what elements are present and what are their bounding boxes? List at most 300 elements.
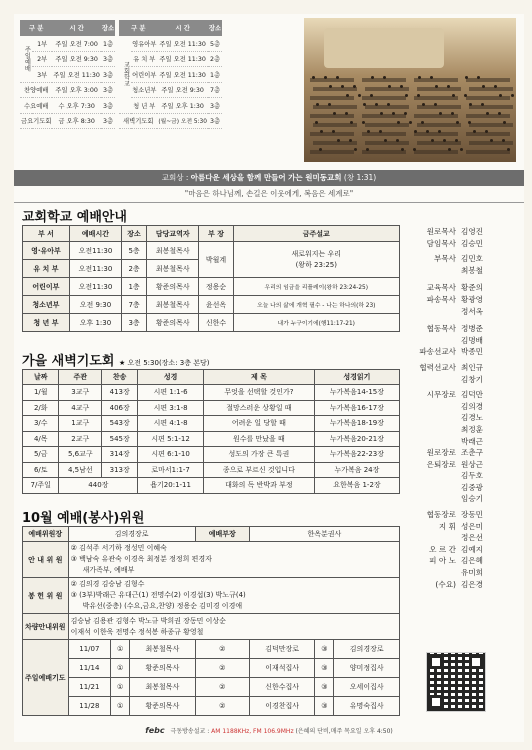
schedule-group: 주일예배 bbox=[20, 36, 32, 83]
qr-code[interactable] bbox=[426, 652, 486, 712]
chair-label: 예배위원장 bbox=[23, 527, 69, 542]
schedule-place: 5층 bbox=[208, 36, 222, 52]
dawn-date: 7/주일 bbox=[23, 478, 59, 494]
staff-role: 교육목사 bbox=[426, 283, 456, 293]
staff-name: 장동민 bbox=[461, 510, 484, 520]
committee-table bbox=[22, 526, 400, 716]
dawn-lead: 440장 bbox=[59, 478, 138, 494]
schedule-time: 주일 오전 9:30 bbox=[157, 82, 207, 98]
staff-row bbox=[411, 374, 521, 386]
staff-name: 박종민 bbox=[461, 347, 484, 357]
staff-row bbox=[411, 253, 521, 265]
staff-role bbox=[411, 412, 461, 424]
prayer-person: 최봉철목사 bbox=[130, 640, 196, 659]
staff-name: 성은미 bbox=[461, 521, 484, 531]
staff-row bbox=[411, 401, 521, 413]
head-label: 예배부장 bbox=[195, 527, 249, 542]
dawn-date: 2/화 bbox=[23, 400, 59, 416]
cs-place: 1층 bbox=[122, 278, 147, 296]
staff-name: 최인규 bbox=[461, 362, 484, 372]
cs-sermon: 우리의 임금을 리플레이(왕하 23:24-25) bbox=[233, 278, 399, 296]
dawn-hymn: 543장 bbox=[102, 416, 138, 432]
staff-row bbox=[411, 389, 521, 401]
staff-row bbox=[411, 459, 521, 471]
dawn-hymn: 313장 bbox=[102, 462, 138, 478]
dawn-lead: 5,6교구 bbox=[59, 447, 102, 463]
schedule-time: (월~금) 오전 5:30 bbox=[157, 113, 207, 129]
cs-time: 오전11:30 bbox=[69, 260, 121, 278]
dawn-header: 성경읽기 bbox=[314, 370, 399, 385]
dawn-reading: 누가복음20-21장 bbox=[314, 431, 399, 447]
bulletin-page bbox=[14, 14, 524, 742]
spacer bbox=[115, 51, 119, 67]
staff-row bbox=[411, 362, 521, 374]
dawn-bible: 시편 3:1-8 bbox=[138, 400, 204, 416]
dawn-row bbox=[23, 431, 400, 447]
dawn-reading: 누가복음 24장 bbox=[314, 462, 399, 478]
cs-pastor: 최봉철목사 bbox=[147, 296, 199, 314]
cs-row bbox=[23, 296, 400, 314]
staff-role: 파송목사 bbox=[426, 294, 456, 304]
cs-sermon: 내가 누구이기에(행11:17-21) bbox=[233, 314, 399, 332]
staff-name: 김두호 bbox=[461, 471, 484, 481]
spacer bbox=[115, 98, 119, 114]
staff-row bbox=[411, 532, 521, 544]
motto-quote: "마음은 하나님께, 손길은 이웃에게, 복음은 세계로" bbox=[184, 189, 354, 198]
motto-text: 아름다운 세상을 함께 만들어 가는 원미동교회 bbox=[190, 173, 342, 182]
dawn-header: 제 목 bbox=[203, 370, 314, 385]
dawn-reading: 누가복음16-17장 bbox=[314, 400, 399, 416]
prayer-num: ② bbox=[195, 640, 249, 659]
schedule-group: 교회학교 bbox=[119, 36, 131, 114]
footer-frequency: AM 1188KHz, FM 106.9MHz bbox=[211, 728, 294, 735]
staff-role bbox=[411, 493, 461, 505]
staff-role: 피 아 노 bbox=[429, 556, 456, 566]
schedule-place: 1층 bbox=[101, 36, 115, 52]
schedule-group: 수요예배 bbox=[20, 98, 52, 114]
cs-pastor: 황준의목사 bbox=[147, 314, 199, 332]
chair-name: 김의경장로 bbox=[68, 527, 195, 542]
staff-row bbox=[411, 555, 521, 567]
dawn-hymn: 545장 bbox=[102, 431, 138, 447]
staff-row bbox=[411, 424, 521, 436]
staff-name: 김민호 bbox=[461, 254, 484, 264]
cs-pastor: 최봉철목사 bbox=[147, 242, 199, 260]
staff-name: 김은혜 bbox=[461, 556, 484, 566]
prayer-date: 11/07 bbox=[68, 640, 111, 659]
staff-row bbox=[411, 567, 521, 579]
dawn-hymn: 314장 bbox=[102, 447, 138, 463]
staff-role: 담임목사 bbox=[426, 238, 456, 248]
footer-label: 극동방송설교 : bbox=[170, 728, 210, 735]
schedule-name: 새벽기도회 bbox=[119, 113, 157, 129]
col-header: 구 분 bbox=[119, 20, 157, 36]
dawn-note: ★ 오전 5:30(장소: 3층 본당) bbox=[118, 359, 210, 367]
cs-time: 오전11:30 bbox=[69, 278, 121, 296]
church-motto-band bbox=[14, 170, 524, 186]
prayer-label: 주일예배기도 bbox=[23, 640, 69, 716]
dawn-topic: 성도의 가장 큰 특권 bbox=[203, 447, 314, 463]
cs-header: 장소 bbox=[122, 226, 147, 242]
schedule-place: 3층 bbox=[101, 82, 115, 98]
cs-dept: 청소년부 bbox=[23, 296, 70, 314]
schedule-place: 1층 bbox=[208, 67, 222, 83]
staff-role bbox=[411, 482, 461, 494]
schedule-name: 2부 bbox=[32, 51, 52, 67]
staff-role bbox=[411, 374, 461, 386]
dawn-hymn: 413장 bbox=[102, 385, 138, 401]
prayer-person: 이재석집사 bbox=[249, 659, 315, 678]
schedule-place: 2층 bbox=[208, 51, 222, 67]
church-school-title: 교회학교 예배안내 bbox=[22, 210, 127, 225]
prayer-person: 황준의목사 bbox=[130, 659, 196, 678]
dawn-topic: 무엇을 선택할 것인가? bbox=[203, 385, 314, 401]
prayer-row bbox=[23, 678, 400, 697]
prayer-person: 유명숙집사 bbox=[334, 697, 400, 716]
dawn-topic: 어려운 일 당할 때 bbox=[203, 416, 314, 432]
staff-role: 부목사 bbox=[433, 254, 456, 264]
prayer-date: 11/21 bbox=[68, 678, 111, 697]
dawn-lead: 2교구 bbox=[59, 431, 102, 447]
dawn-lead: 4,5남선 bbox=[59, 462, 102, 478]
staff-name: 김명배 bbox=[461, 335, 484, 345]
schedule-time: 금 오후 8:30 bbox=[52, 113, 100, 129]
staff-row bbox=[411, 579, 521, 591]
staff-row bbox=[411, 294, 521, 306]
dawn-row bbox=[23, 416, 400, 432]
schedule-place: 3층 bbox=[101, 51, 115, 67]
dawn-date: 1/월 bbox=[23, 385, 59, 401]
church-school-table bbox=[22, 225, 400, 332]
cs-sermon-title: 새로워지는 우리 bbox=[291, 249, 342, 258]
usher-line: ③ 백남숙 유관숙 이경옥 최정분 정정희 편경자 bbox=[70, 555, 212, 563]
staff-name: 최봉철 bbox=[461, 265, 484, 275]
cs-time: 오전11:30 bbox=[69, 242, 121, 260]
schedule-place: 3층 bbox=[101, 113, 115, 129]
dawn-date: 6/토 bbox=[23, 462, 59, 478]
motto-prefix: 교회상 : bbox=[161, 173, 189, 182]
schedule-time: 주일 오전 11:30 bbox=[157, 51, 207, 67]
dawn-reading: 누가복음18-19장 bbox=[314, 416, 399, 432]
schedule-place: 7층 bbox=[208, 82, 222, 98]
cs-sermon bbox=[233, 242, 399, 278]
schedule-row bbox=[20, 36, 222, 52]
offering-line: 박유선(중층) (수요,금요,찬양) 정용순 김미경 이경애 bbox=[82, 602, 243, 610]
prayer-person: 신한수집사 bbox=[249, 678, 315, 697]
parking-line: 이재석 이한욱 전명수 정석봉 하종규 황영철 bbox=[70, 627, 204, 636]
usher-label: 안 내 위 원 bbox=[23, 542, 69, 578]
dawn-title-text: 가을 새벽기도회 bbox=[22, 354, 115, 369]
cs-place: 5층 bbox=[122, 242, 147, 260]
dawn-reading: 누가복음22-23장 bbox=[314, 447, 399, 463]
staff-name: 김중광 bbox=[461, 482, 484, 492]
dawn-bible: 욥기20:1-11 bbox=[138, 478, 204, 494]
staff-role: 시무장로 bbox=[426, 390, 456, 400]
febc-logo: febc bbox=[145, 726, 165, 735]
divider bbox=[14, 202, 524, 203]
staff-role bbox=[411, 470, 461, 482]
staff-role bbox=[411, 306, 461, 318]
col-header: 장소 bbox=[101, 20, 115, 36]
staff-name: 정서옥 bbox=[461, 306, 484, 316]
dawn-bible: 시편 6:1-10 bbox=[138, 447, 204, 463]
staff-role: (수요) bbox=[435, 579, 456, 589]
prayer-num: ③ bbox=[315, 659, 334, 678]
staff-name: 황준의 bbox=[461, 283, 484, 293]
schedule-place: 3층 bbox=[101, 98, 115, 114]
staff-name: 김은경 bbox=[461, 579, 484, 589]
col-header: 시 간 bbox=[52, 20, 100, 36]
col-header: 시 간 bbox=[157, 20, 207, 36]
staff-role: 원로목사 bbox=[426, 227, 456, 236]
staff-role bbox=[411, 567, 461, 579]
prayer-date: 11/14 bbox=[68, 659, 111, 678]
staff-role: 원로장로 bbox=[426, 448, 456, 458]
schedule-time: 주일 오전 7:00 bbox=[52, 36, 100, 52]
dawn-reading: 요한복음 1-2장 bbox=[314, 478, 399, 494]
cs-pastor: 황준의목사 bbox=[147, 278, 199, 296]
cs-place: 2층 bbox=[122, 260, 147, 278]
dawn-prayer-table bbox=[22, 369, 400, 494]
staff-role bbox=[411, 532, 461, 544]
cs-dept: 유 치 부 bbox=[23, 260, 70, 278]
cs-header: 부 서 bbox=[23, 226, 70, 242]
schedule-group: 금요기도회 bbox=[20, 113, 52, 129]
prayer-person: 이경찬집사 bbox=[249, 697, 315, 716]
dawn-header: 주관 bbox=[59, 370, 102, 385]
prayer-date: 11/28 bbox=[68, 697, 111, 716]
cs-header: 부 장 bbox=[199, 226, 233, 242]
schedule-place: 3층 bbox=[208, 113, 222, 129]
cs-row bbox=[23, 278, 400, 296]
staff-role: 지 휘 bbox=[438, 521, 456, 531]
prayer-person: 양미정집사 bbox=[334, 659, 400, 678]
schedule-time: 주일 오전 11:30 bbox=[157, 67, 207, 83]
usher-line: 새가족부, 예배부 bbox=[82, 566, 135, 574]
cs-row bbox=[23, 242, 400, 260]
cs-header: 담당교역자 bbox=[147, 226, 199, 242]
dawn-bible: 로마서1:1-7 bbox=[138, 462, 204, 478]
prayer-person: 김의경장로 bbox=[334, 640, 400, 659]
cs-head: 정용순 bbox=[199, 278, 233, 296]
staff-row bbox=[411, 306, 521, 318]
staff-role bbox=[411, 335, 461, 347]
staff-name: 김경노 bbox=[461, 413, 484, 423]
dawn-date: 5/금 bbox=[23, 447, 59, 463]
staff-name: 황광영 bbox=[461, 294, 484, 304]
col-header: 장소 bbox=[208, 20, 222, 36]
staff-role: 오 르 간 bbox=[429, 544, 456, 554]
cs-sermon: 오늘 나의 삶에 개혁 필수 - 나는 하나의(하 23) bbox=[233, 296, 399, 314]
staff-row bbox=[411, 226, 521, 238]
dawn-bible: 시편 1:1-6 bbox=[138, 385, 204, 401]
schedule-place: 3층 bbox=[101, 67, 115, 83]
dawn-row bbox=[23, 385, 400, 401]
staff-name: 김승민 bbox=[461, 238, 484, 248]
dawn-row bbox=[23, 478, 400, 494]
dawn-topic: 원수를 만났을 때 bbox=[203, 431, 314, 447]
dawn-lead: 1교구 bbox=[59, 416, 102, 432]
dawn-header: 날짜 bbox=[23, 370, 59, 385]
dawn-prayer-title bbox=[22, 350, 209, 369]
dawn-row bbox=[23, 400, 400, 416]
schedule-time: 주일 오후 1:30 bbox=[157, 98, 207, 114]
committee-title: 10월 예배(봉사)위원 bbox=[22, 511, 145, 526]
staff-role: 협력선교사 bbox=[419, 362, 456, 372]
staff-role bbox=[411, 265, 461, 277]
dawn-hymn: 406장 bbox=[102, 400, 138, 416]
schedule-name: 청소년부 bbox=[131, 82, 157, 98]
staff-row bbox=[411, 447, 521, 459]
parking-line: 김승남 김용관 김형수 박노규 박희권 장동민 이상순 bbox=[70, 616, 226, 625]
prayer-person: 최봉철목사 bbox=[130, 678, 196, 697]
dawn-reading: 누가복음14-15장 bbox=[314, 385, 399, 401]
staff-name: 임승기 bbox=[461, 494, 484, 504]
schedule-name: 1부 bbox=[32, 36, 52, 52]
staff-row bbox=[411, 509, 521, 521]
cs-header: 예배시간 bbox=[69, 226, 121, 242]
prayer-num: ① bbox=[111, 659, 130, 678]
dawn-date: 4/목 bbox=[23, 431, 59, 447]
prayer-num: ③ bbox=[315, 678, 334, 697]
cs-dept: 어린이부 bbox=[23, 278, 70, 296]
schedule-place: 3층 bbox=[208, 98, 222, 114]
spacer bbox=[115, 82, 119, 98]
offering-line: ② 김의경 김승남 김형수 bbox=[70, 580, 145, 588]
staff-name: 정은선 bbox=[461, 533, 484, 543]
prayer-num: ① bbox=[111, 678, 130, 697]
schedule-time: 주일 오전 9:30 bbox=[52, 51, 100, 67]
dawn-topic: 절망스러운 상황일 때 bbox=[203, 400, 314, 416]
offering-line: ③ (3부)박래근 유대근(1) 전명수(2) 이경섭(3) 박노규(4) bbox=[70, 591, 246, 599]
cs-time: 오전 9:30 bbox=[69, 296, 121, 314]
staff-row bbox=[411, 436, 521, 448]
prayer-person: 김덕만장로 bbox=[249, 640, 315, 659]
staff-row bbox=[411, 346, 521, 358]
cs-dept: 청 년 부 bbox=[23, 314, 70, 332]
prayer-person: 황준의목사 bbox=[130, 697, 196, 716]
cs-sermon-ref: (왕하 23:25) bbox=[295, 260, 337, 269]
staff-row bbox=[411, 521, 521, 533]
staff-row bbox=[411, 323, 521, 335]
footer-detail: (은혜의 단비,매주 목요일 오후 4:50) bbox=[295, 728, 393, 735]
staff-row bbox=[411, 544, 521, 556]
schedule-group: 찬양예배 bbox=[20, 82, 52, 98]
schedule-name: 청 년 부 bbox=[131, 98, 157, 114]
dawn-topic: 종으로 부르신 것입니다 bbox=[203, 462, 314, 478]
staff-name: 김덕만 bbox=[461, 390, 484, 400]
schedule-time: 수 오후 7:30 bbox=[52, 98, 100, 114]
schedule-row bbox=[20, 113, 222, 129]
cs-header: 금주설교 bbox=[233, 226, 399, 242]
prayer-row bbox=[23, 640, 400, 659]
cs-head: 박월계 bbox=[199, 242, 233, 278]
schedule-name: 영유아부 bbox=[131, 36, 157, 52]
spacer bbox=[115, 67, 119, 83]
dawn-bible: 시편 4:1-8 bbox=[138, 416, 204, 432]
dawn-lead: 3교구 bbox=[59, 385, 102, 401]
staff-name: 조춘구 bbox=[461, 448, 484, 458]
dawn-header: 찬송 bbox=[102, 370, 138, 385]
dawn-topic: 대화의 독 반박과 부정 bbox=[203, 478, 314, 494]
dawn-header: 성경 bbox=[138, 370, 204, 385]
offering-label: 봉 헌 위 원 bbox=[23, 578, 69, 614]
staff-role bbox=[411, 436, 461, 448]
staff-name: 김창기 bbox=[461, 374, 484, 384]
prayer-num: ① bbox=[111, 640, 130, 659]
dawn-lead: 4교구 bbox=[59, 400, 102, 416]
staff-row bbox=[411, 470, 521, 482]
sanctuary-photo bbox=[304, 18, 516, 162]
staff-name: 유미희 bbox=[461, 568, 484, 578]
prayer-person: 오세이집사 bbox=[334, 678, 400, 697]
dawn-date: 3/수 bbox=[23, 416, 59, 432]
col-header: 구 분 bbox=[20, 20, 52, 36]
prayer-num: ③ bbox=[315, 697, 334, 716]
prayer-num: ① bbox=[111, 697, 130, 716]
prayer-row bbox=[23, 697, 400, 716]
motto-ref: (창 1:31) bbox=[343, 173, 377, 182]
dawn-row bbox=[23, 462, 400, 478]
schedule-name: 어린이부 bbox=[131, 67, 157, 83]
dawn-row bbox=[23, 447, 400, 463]
head-name: 한옥분권사 bbox=[249, 527, 399, 542]
prayer-num: ② bbox=[195, 697, 249, 716]
cs-head: 윤선옥 bbox=[199, 296, 233, 314]
schedule-time: 주일 오전 11:30 bbox=[157, 36, 207, 52]
cs-place: 7층 bbox=[122, 296, 147, 314]
staff-name: 김의경 bbox=[461, 401, 484, 411]
staff-row bbox=[411, 238, 521, 250]
staff-role: 협동장로 bbox=[426, 510, 456, 520]
staff-name: 박래근 bbox=[461, 436, 484, 446]
staff-row bbox=[411, 265, 521, 277]
cs-pastor: 최봉철목사 bbox=[147, 260, 199, 278]
staff-role: 협동목사 bbox=[426, 324, 456, 334]
prayer-num: ② bbox=[195, 659, 249, 678]
staff-row bbox=[411, 493, 521, 505]
cs-time: 오후 1:30 bbox=[69, 314, 121, 332]
parking-label: 차량안내위원 bbox=[23, 614, 69, 640]
staff-list bbox=[411, 226, 521, 590]
cs-head: 신한수 bbox=[199, 314, 233, 332]
staff-role bbox=[411, 424, 461, 436]
staff-row bbox=[411, 335, 521, 347]
prayer-num: ② bbox=[195, 678, 249, 697]
cs-place: 3층 bbox=[122, 314, 147, 332]
cs-row bbox=[23, 314, 400, 332]
schedule-name: 3부 bbox=[32, 67, 52, 83]
staff-name: 김예지 bbox=[461, 544, 484, 554]
schedule-time: 주일 오전 11:30 bbox=[52, 67, 100, 83]
worship-schedule-table bbox=[20, 20, 222, 129]
staff-name: 최정훈 bbox=[461, 424, 484, 434]
prayer-row bbox=[23, 659, 400, 678]
staff-name: 김영진 bbox=[461, 227, 484, 236]
staff-row bbox=[411, 412, 521, 424]
schedule-name: 유 치 부 bbox=[131, 51, 157, 67]
staff-row bbox=[411, 482, 521, 494]
schedule-time: 주일 오후 3:00 bbox=[52, 82, 100, 98]
prayer-num: ③ bbox=[315, 640, 334, 659]
footer bbox=[14, 726, 524, 735]
usher-line: ② 김석주 서기하 정성민 이혜숙 bbox=[70, 544, 167, 552]
staff-role: 은퇴장로 bbox=[426, 459, 456, 469]
cs-dept: 영·유아부 bbox=[23, 242, 70, 260]
staff-name: 원상근 bbox=[461, 459, 484, 469]
dawn-bible: 시편 5:1-12 bbox=[138, 431, 204, 447]
staff-role: 파송선교사 bbox=[419, 347, 456, 357]
